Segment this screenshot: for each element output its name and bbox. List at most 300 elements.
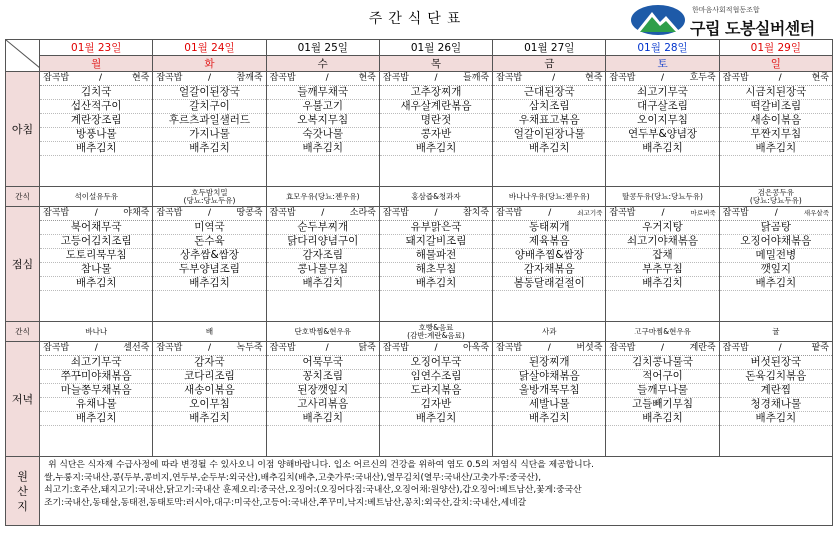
empty-space [720, 291, 832, 321]
snack-row-1 [6, 187, 833, 207]
snack-text: (당뇨:당뇨두유) [183, 195, 236, 205]
porridge-label: 야채죽 [123, 208, 150, 218]
rice-porridge-header [267, 342, 379, 356]
menu-item: 임연수조림 [380, 370, 492, 384]
lunch-cell [493, 207, 606, 322]
date-cell: 01월 23일 [40, 40, 153, 56]
lunch-cell [379, 207, 492, 322]
menu-item: 양배추찜&쌈장 [493, 249, 605, 263]
rice-label: 잡곡밥 [43, 73, 70, 83]
menu-item: 감자조림 [267, 249, 379, 263]
porridge-label: 팥죽 [811, 343, 829, 353]
breakfast-cell [493, 72, 606, 187]
menu-item: 메밀전병 [720, 249, 832, 263]
meal-label-snack-2: 간식 [6, 322, 40, 342]
menu-item: 배추김치 [40, 142, 152, 156]
porridge-label: 호두죽 [689, 73, 716, 83]
menu-item: 배추김치 [153, 412, 265, 426]
menu-item: 배추김치 [606, 277, 718, 291]
rice-label: 잡곡밥 [722, 208, 749, 218]
separator: / [94, 208, 98, 218]
snack-text: 고구마찜&현우유 [634, 326, 691, 336]
menu-item: 무짠지무침 [720, 128, 832, 142]
menu-item: 갈치구이 [153, 100, 265, 114]
weekday-cell: 금 [493, 56, 606, 72]
origin-label [6, 457, 40, 526]
menu-item: 배추김치 [493, 412, 605, 426]
rice-porridge-header [380, 342, 492, 356]
menu-item: 깻잎지 [720, 263, 832, 277]
menu-item: 순두부찌개 [267, 221, 379, 235]
lunch-cell [606, 207, 719, 322]
empty-space [153, 426, 265, 456]
snack-text: (감반:계란&음료) [407, 330, 465, 340]
menu-item: 콩나물무침 [267, 263, 379, 277]
menu-item: 떡갈비조림 [720, 100, 832, 114]
empty-space [606, 291, 718, 321]
porridge-label: 현죽 [811, 73, 829, 83]
snack-cell [40, 322, 153, 342]
rice-porridge-header [380, 207, 492, 221]
menu-item: 도토리묵무침 [40, 249, 152, 263]
menu-item: 배추김치 [720, 142, 832, 156]
snack-text: 호빵&음료 [418, 322, 454, 332]
menu-item: 숙갓나물 [267, 128, 379, 142]
rice-label: 잡곡밥 [382, 73, 409, 83]
breakfast-row [6, 72, 833, 187]
rice-label: 잡곡밥 [156, 73, 183, 83]
rice-porridge-header [40, 342, 152, 356]
empty-space [40, 291, 152, 321]
origin-notice [40, 457, 833, 526]
weekday-cell: 수 [266, 56, 379, 72]
dinner-cell [606, 342, 719, 457]
snack-cell [153, 322, 266, 342]
porridge-label: 셀선죽 [123, 343, 150, 353]
menu-item: 배추김치 [606, 142, 718, 156]
menu-item: 울방개묵무침 [493, 384, 605, 398]
snack-text: 배 [205, 326, 214, 336]
rice-porridge-header [153, 207, 265, 221]
snack-cell [266, 187, 379, 207]
menu-item: 북어채무국 [40, 221, 152, 235]
snack-text: 사과 [542, 326, 557, 336]
dinner-cell [153, 342, 266, 457]
rice-label: 잡곡밥 [43, 343, 70, 353]
separator: / [778, 73, 782, 83]
dinner-cell [493, 342, 606, 457]
porridge-label: 현죽 [358, 73, 376, 83]
snack-cell [606, 187, 719, 207]
porridge-label: 소라죽 [349, 208, 376, 218]
empty-space [40, 426, 152, 456]
menu-item: 오복지무침 [267, 114, 379, 128]
breakfast-cell [153, 72, 266, 187]
menu-item: 얼갈이된장국 [153, 86, 265, 100]
menu-item: 김치국 [40, 86, 152, 100]
menu-item: 오징어야채볶음 [720, 235, 832, 249]
menu-item: 배추김치 [606, 412, 718, 426]
rice-label: 잡곡밥 [156, 343, 183, 353]
menu-item: 삼치조림 [493, 100, 605, 114]
rice-label: 잡곡밥 [609, 208, 636, 218]
menu-item: 배추김치 [40, 412, 152, 426]
menu-item: 고등어김치조림 [40, 235, 152, 249]
porridge-label: 현죽 [131, 73, 150, 83]
empty-space [380, 291, 492, 321]
snack-text: 호두밤치밀 [191, 187, 228, 197]
rice-label: 잡곡밥 [43, 208, 70, 218]
menu-item: 대구살조림 [606, 100, 718, 114]
menu-item: 버섯된장국 [720, 356, 832, 370]
dinner-cell [40, 342, 153, 457]
breakfast-cell [719, 72, 832, 187]
separator: / [434, 343, 438, 353]
rice-porridge-header [40, 72, 152, 86]
empty-space [267, 291, 379, 321]
menu-item: 얼갈이된장나물 [493, 128, 605, 142]
menu-item: 봄동달래겉절이 [493, 277, 605, 291]
snack-text: 바나나 [85, 326, 108, 336]
rice-label: 잡곡밥 [496, 73, 523, 83]
snack-row-2 [6, 322, 833, 342]
dinner-cell [379, 342, 492, 457]
rice-label: 잡곡밥 [496, 343, 523, 353]
menu-item: 유부맑은국 [380, 221, 492, 235]
menu-item: 닭곰탕 [720, 221, 832, 235]
menu-item: 도라지볶음 [380, 384, 492, 398]
empty-space [720, 426, 832, 456]
separator: / [207, 208, 211, 218]
menu-item: 닭다리양념구이 [267, 235, 379, 249]
menu-item: 들깨무채국 [267, 86, 379, 100]
menu-item: 배추김치 [380, 277, 492, 291]
snack-text: 바나나우유(당뇨:젠우유) [508, 191, 590, 201]
menu-item: 쇠고기무국 [40, 356, 152, 370]
meal-label-lunch: 점심 [6, 207, 40, 322]
separator: / [325, 343, 329, 353]
menu-item: 제육볶음 [493, 235, 605, 249]
rice-porridge-header [720, 207, 832, 221]
empty-space [153, 156, 265, 186]
breakfast-cell [379, 72, 492, 187]
rice-porridge-header [493, 207, 605, 221]
menu-item: 감자채볶음 [493, 263, 605, 277]
menu-item: 새송이볶음 [153, 384, 265, 398]
menu-item: 세발나물 [493, 398, 605, 412]
porridge-label: 계란죽 [689, 343, 716, 353]
menu-item: 배추김치 [267, 412, 379, 426]
porridge-label: 아욱죽 [463, 343, 490, 353]
menu-item: 우불고기 [267, 100, 379, 114]
lunch-cell [40, 207, 153, 322]
snack-cell [379, 187, 492, 207]
porridge-label: 녹두죽 [236, 343, 263, 353]
date-cell: 01월 26일 [379, 40, 492, 56]
menu-item: 적어구이 [606, 370, 718, 384]
porridge-label: 참깨죽 [236, 73, 263, 83]
separator: / [548, 208, 552, 218]
menu-item: 마늘쫑무채볶음 [40, 384, 152, 398]
rice-porridge-header [267, 207, 379, 221]
menu-item: 돈수육 [153, 235, 265, 249]
porridge-label: 땅콩죽 [236, 208, 263, 218]
rice-label: 잡곡밥 [269, 343, 296, 353]
menu-item: 닭살야채볶음 [493, 370, 605, 384]
menu-item: 쇠고기야채볶음 [606, 235, 718, 249]
date-cell: 01월 27일 [493, 40, 606, 56]
porridge-label: 들깨죽 [463, 73, 490, 83]
menu-item: 우거지탕 [606, 221, 718, 235]
snack-text: 석이설유두유 [74, 191, 118, 201]
weekday-cell: 화 [153, 56, 266, 72]
snack-text: 효모우유(당뇨:젠우유) [285, 191, 360, 201]
separator: / [207, 73, 211, 83]
logo-name: 구립 도봉실버센터 [690, 19, 815, 38]
menu-table [5, 39, 833, 526]
lunch-row [6, 207, 833, 322]
rice-label: 잡곡밥 [496, 208, 523, 218]
separator: / [661, 208, 665, 218]
breakfast-cell [40, 72, 153, 187]
menu-item: 감자국 [153, 356, 265, 370]
separator: / [547, 343, 551, 353]
menu-item: 유채나물 [40, 398, 152, 412]
separator: / [325, 73, 329, 83]
menu-item: 배추김치 [153, 142, 265, 156]
weekday-cell: 토 [606, 56, 719, 72]
menu-item: 배추김치 [493, 142, 605, 156]
rice-porridge-header [606, 342, 718, 356]
separator: / [321, 208, 325, 218]
empty-space [380, 156, 492, 186]
corner-cell [6, 40, 40, 72]
empty-space [40, 156, 152, 186]
rice-label: 잡곡밥 [382, 343, 409, 353]
snack-text: 귤 [772, 326, 780, 336]
empty-space [493, 426, 605, 456]
rice-porridge-header [720, 72, 832, 86]
menu-item: 시금치된장국 [720, 86, 832, 100]
menu-item: 상추쌈&쌈장 [153, 249, 265, 263]
date-row [6, 40, 833, 56]
rice-porridge-header [267, 72, 379, 86]
separator: / [99, 73, 103, 83]
rice-porridge-header [493, 72, 605, 86]
menu-item: 명란젓 [380, 114, 492, 128]
separator: / [661, 343, 665, 353]
porridge-label: 새우살죽 [803, 209, 829, 217]
menu-item: 콩자반 [380, 128, 492, 142]
menu-item: 고들빼기무침 [606, 398, 718, 412]
separator: / [774, 208, 778, 218]
menu-item: 오이지무침 [606, 114, 718, 128]
rice-porridge-header [40, 207, 152, 221]
empty-space [606, 156, 718, 186]
menu-item: 섭산적구이 [40, 100, 152, 114]
menu-item: 연두부&양념장 [606, 128, 718, 142]
empty-space [153, 291, 265, 321]
rice-label: 잡곡밥 [382, 208, 409, 218]
porridge-label: 현죽 [585, 73, 603, 83]
menu-item: 우채표고볶음 [493, 114, 605, 128]
logo-org: 한마음사회적협동조합 [692, 6, 760, 14]
separator: / [434, 208, 438, 218]
rice-label: 잡곡밥 [269, 73, 296, 83]
date-cell: 01월 28일 [606, 40, 719, 56]
menu-item: 들깨무나물 [606, 384, 718, 398]
lunch-cell [719, 207, 832, 322]
date-cell: 01월 25일 [266, 40, 379, 56]
empty-space [493, 156, 605, 186]
menu-item: 배추김치 [267, 277, 379, 291]
snack-cell [493, 187, 606, 207]
rice-porridge-header [606, 72, 718, 86]
empty-space [606, 426, 718, 456]
menu-item: 해물파전 [380, 249, 492, 263]
snack-cell [40, 187, 153, 207]
menu-item: 배추김치 [720, 277, 832, 291]
menu-item: 계란찜 [720, 384, 832, 398]
snack-cell [606, 322, 719, 342]
snack-cell [266, 322, 379, 342]
notice-line: 쇠고기:호주산,돼지고기:국내산,닭고기:국내산 훈제오리:중국산,오징어:(오징어다짐:국내산,오징어채:원양산),갑오징어:베트남산,꽃게:중국산 [44, 485, 582, 495]
menu-item: 쭈꾸미야채볶음 [40, 370, 152, 384]
menu-item: 동태찌개 [493, 221, 605, 235]
notice-line: 조기:국내산,동태살,동태전,동태토막:러시아,대구:미국산,고등어:국내산,쭈꾸미,낙지:베트남산,꽁치:외국산,갈치:국내산,세네갈 [44, 497, 527, 508]
meal-label-snack: 간식 [6, 187, 40, 207]
snack-text: 단호박찜&현우유 [294, 326, 352, 336]
empty-space [380, 426, 492, 456]
separator: / [434, 73, 438, 83]
lunch-cell [266, 207, 379, 322]
snack-text: (당뇨:당뇨두유) [749, 195, 802, 205]
rice-label: 잡곡밥 [722, 73, 749, 83]
menu-item: 쇠고기무국 [606, 86, 718, 100]
notice-line: 쌀,누룽지:국내산,콩(두부,콩비지,연두부,순두부:외국산),배추김치(배추,고춧가루:국내산),열무김치(열무:국내산/고춧가루:중국산), [44, 472, 542, 483]
menu-item: 계란장조림 [40, 114, 152, 128]
empty-space [493, 291, 605, 321]
menu-item: 후르츠과일샐러드 [153, 114, 265, 128]
menu-item: 오징어무국 [380, 356, 492, 370]
menu-item: 고사리볶음 [267, 398, 379, 412]
empty-space [267, 426, 379, 456]
empty-space [267, 156, 379, 186]
breakfast-cell [266, 72, 379, 187]
rice-label: 잡곡밥 [609, 343, 636, 353]
lunch-cell [153, 207, 266, 322]
dinner-cell [266, 342, 379, 457]
porridge-label: 마로버죽 [690, 209, 716, 217]
menu-item: 참나물 [40, 263, 152, 277]
menu-item: 돼지갈비조림 [380, 235, 492, 249]
weekday-row [6, 56, 833, 72]
meal-label-dinner: 저녁 [6, 342, 40, 457]
date-cell: 01월 24일 [153, 40, 266, 56]
separator: / [661, 73, 665, 83]
menu-item: 두부양념조림 [153, 263, 265, 277]
snack-cell [719, 322, 832, 342]
rice-porridge-header [606, 207, 718, 221]
diagonal-line-icon [6, 40, 40, 68]
menu-item: 잡채 [606, 249, 718, 263]
menu-item: 고추장찌개 [380, 86, 492, 100]
separator: / [778, 343, 782, 353]
mountain-logo-icon [630, 4, 686, 36]
porridge-label: 참치죽 [463, 208, 490, 218]
menu-item: 된장깻잎지 [267, 384, 379, 398]
snack-cell [379, 322, 492, 342]
separator: / [94, 343, 98, 353]
menu-item: 부추무침 [606, 263, 718, 277]
snack-cell [719, 187, 832, 207]
menu-item: 배추김치 [267, 142, 379, 156]
dinner-cell [719, 342, 832, 457]
breakfast-cell [606, 72, 719, 187]
menu-item: 근대된장국 [493, 86, 605, 100]
menu-item: 코다리조림 [153, 370, 265, 384]
menu-item: 김치콩나물국 [606, 356, 718, 370]
menu-item: 꽁치조림 [267, 370, 379, 384]
rice-label: 잡곡밥 [609, 73, 636, 83]
porridge-label: 버섯죽 [576, 343, 603, 353]
menu-item: 미역국 [153, 221, 265, 235]
separator: / [552, 73, 556, 83]
separator: / [207, 343, 211, 353]
snack-text: 검은콩두유 [757, 187, 794, 197]
menu-item: 청경채나물 [720, 398, 832, 412]
menu-item: 배추김치 [380, 412, 492, 426]
rice-porridge-header [720, 342, 832, 356]
origin-row [6, 457, 833, 526]
rice-label: 잡곡밥 [722, 343, 749, 353]
menu-item: 어묵무국 [267, 356, 379, 370]
rice-porridge-header [380, 72, 492, 86]
menu-item: 가지나물 [153, 128, 265, 142]
snack-text: 홍삼즙&청과자 [411, 191, 461, 201]
menu-item: 돈육김치볶음 [720, 370, 832, 384]
weekday-cell: 월 [40, 56, 153, 72]
menu-item: 배추김치 [153, 277, 265, 291]
porridge-label: 쇠고기죽 [577, 209, 603, 217]
menu-item: 해초무침 [380, 263, 492, 277]
menu-item: 새송이볶음 [720, 114, 832, 128]
snack-text: 딸콩두유(당뇨:당뇨두유) [622, 191, 703, 201]
empty-space [720, 156, 832, 186]
rice-porridge-header [153, 72, 265, 86]
origin-label-text: 원산지 [17, 469, 28, 513]
porridge-label: 닭죽 [358, 343, 376, 353]
page-title: 주간식단표 [368, 11, 467, 27]
snack-cell [153, 187, 266, 207]
date-cell: 01월 29일 [719, 40, 832, 56]
rice-label: 잡곡밥 [269, 208, 296, 218]
menu-item: 방풍나물 [40, 128, 152, 142]
menu-item: 된장찌개 [493, 356, 605, 370]
menu-item: 김자반 [380, 398, 492, 412]
weekday-cell: 일 [719, 56, 832, 72]
rice-porridge-header [153, 342, 265, 356]
rice-porridge-header [493, 342, 605, 356]
menu-item: 배추김치 [720, 412, 832, 426]
meal-label-breakfast: 아침 [6, 72, 40, 187]
menu-item: 배추김치 [380, 142, 492, 156]
menu-item: 새우살계란볶음 [380, 100, 492, 114]
logo [630, 2, 835, 38]
menu-item: 오이무침 [153, 398, 265, 412]
menu-item: 배추김치 [40, 277, 152, 291]
weekday-cell: 목 [379, 56, 492, 72]
